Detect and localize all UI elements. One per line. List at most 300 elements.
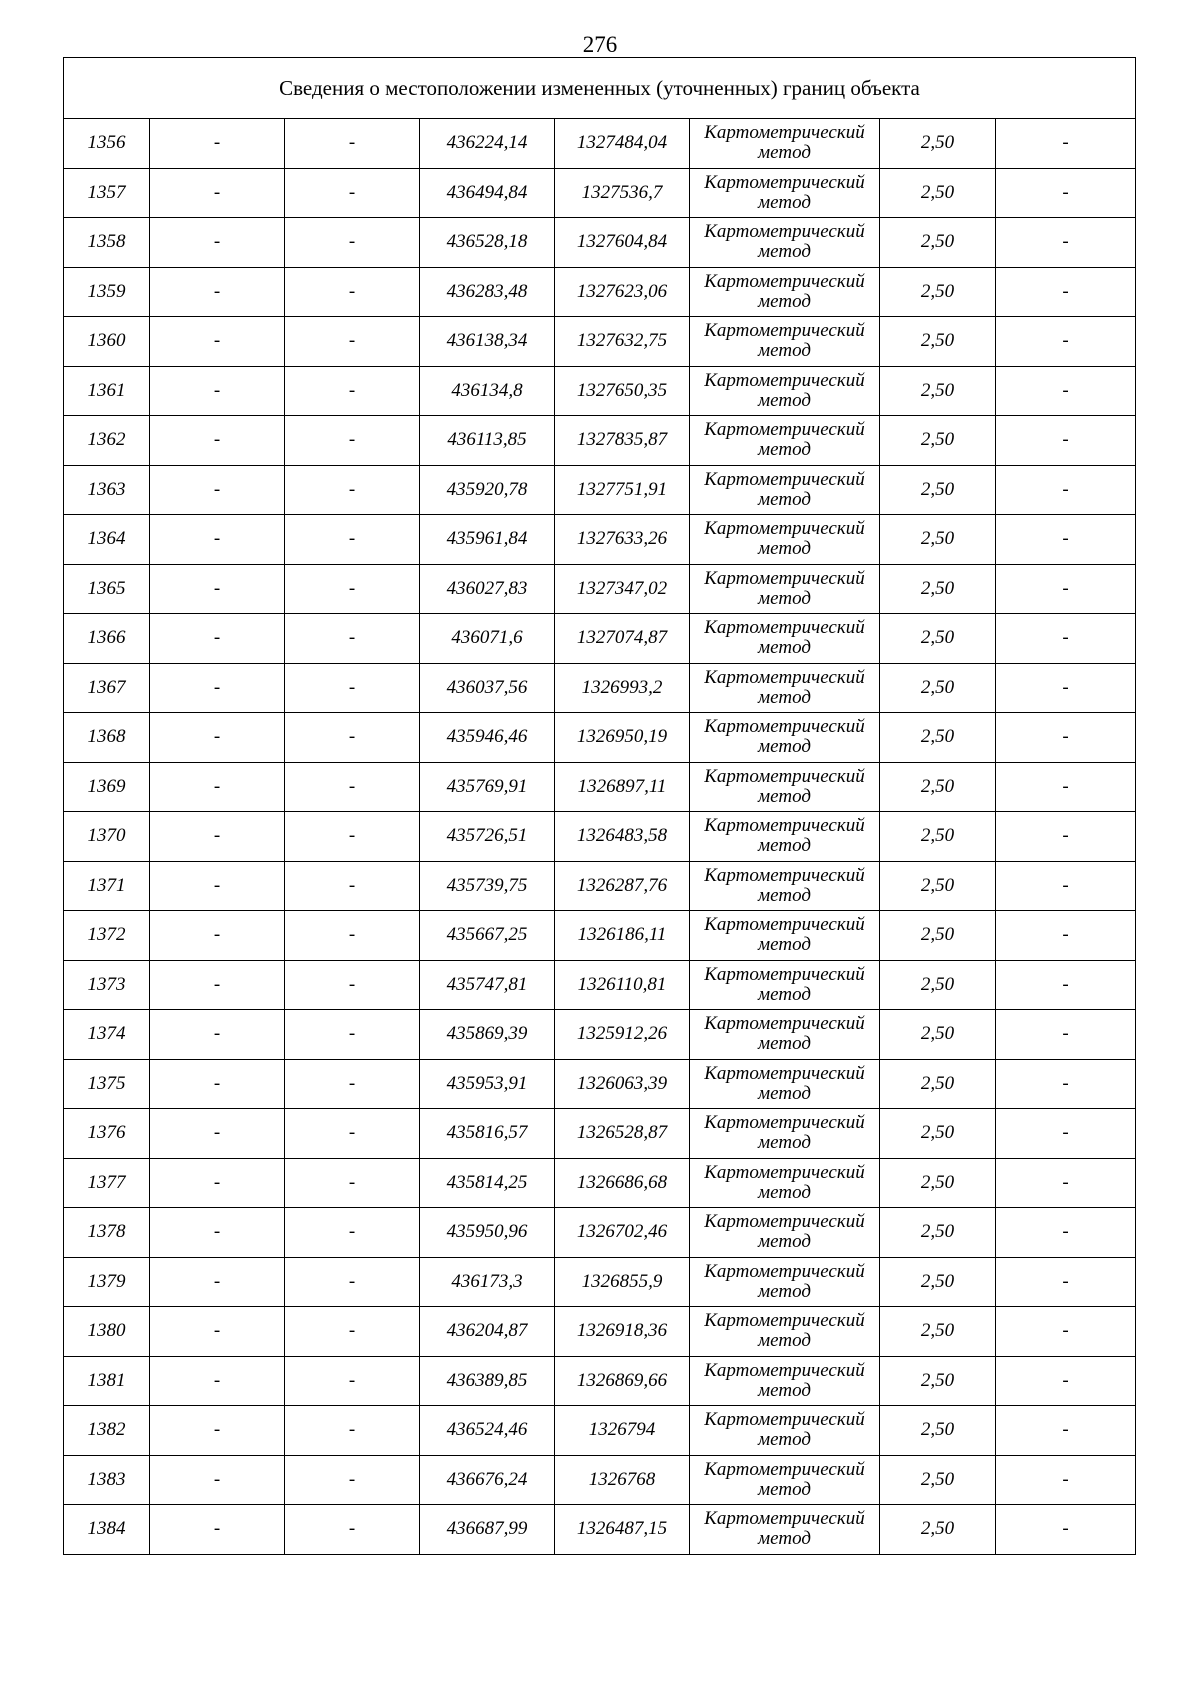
existing-y-cell: - [285,1158,420,1208]
existing-y-cell: - [285,812,420,862]
method-line-1: Картометрический [704,617,865,639]
method-line-2: метод [758,934,811,956]
existing-x-cell: - [150,663,285,713]
table-row [64,564,1136,614]
point-number-cell: 1364 [64,515,150,565]
description-cell: - [996,218,1136,268]
method-cell [690,713,880,763]
description-cell: - [996,663,1136,713]
method-cell [690,218,880,268]
y-coordinate-cell: 1327633,26 [555,515,690,565]
description-cell: - [996,416,1136,466]
x-coordinate-cell: 436071,6 [420,614,555,664]
existing-x-cell: - [150,119,285,169]
existing-y-cell: - [285,119,420,169]
description-cell: - [996,1158,1136,1208]
table-row [64,960,1136,1010]
accuracy-cell: 2,50 [880,663,996,713]
table-row [64,1010,1136,1060]
method-line-1: Картометрический [704,1409,865,1431]
table-row [64,267,1136,317]
table-row [64,713,1136,763]
existing-y-cell: - [285,317,420,367]
point-number-cell: 1376 [64,1109,150,1159]
x-coordinate-cell: 436204,87 [420,1307,555,1357]
method-cell [690,564,880,614]
existing-x-cell: - [150,1505,285,1555]
existing-y-cell: - [285,1455,420,1505]
accuracy-cell: 2,50 [880,911,996,961]
existing-y-cell: - [285,366,420,416]
x-coordinate-cell: 435869,39 [420,1010,555,1060]
existing-y-cell: - [285,911,420,961]
accuracy-cell: 2,50 [880,1455,996,1505]
method-line-2: метод [758,241,811,263]
point-number-cell: 1363 [64,465,150,515]
point-number-cell: 1378 [64,1208,150,1258]
point-number-cell: 1375 [64,1059,150,1109]
y-coordinate-cell: 1327632,75 [555,317,690,367]
accuracy-cell: 2,50 [880,960,996,1010]
method-line-2: метод [758,1280,811,1302]
existing-y-cell: - [285,861,420,911]
x-coordinate-cell: 436113,85 [420,416,555,466]
existing-y-cell: - [285,218,420,268]
method-line-1: Картометрический [704,864,865,886]
accuracy-cell: 2,50 [880,614,996,664]
method-line-2: метод [758,1528,811,1550]
method-line-1: Картометрический [704,666,865,688]
description-cell: - [996,1208,1136,1258]
method-line-1: Картометрический [704,765,865,787]
point-number-cell: 1367 [64,663,150,713]
method-line-2: метод [758,637,811,659]
table-row [64,1059,1136,1109]
method-line-2: метод [758,538,811,560]
accuracy-cell: 2,50 [880,465,996,515]
method-line-2: метод [758,835,811,857]
y-coordinate-cell: 1326950,19 [555,713,690,763]
description-cell: - [996,515,1136,565]
accuracy-cell: 2,50 [880,366,996,416]
accuracy-cell: 2,50 [880,1158,996,1208]
point-number-cell: 1382 [64,1406,150,1456]
method-line-2: метод [758,587,811,609]
existing-y-cell: - [285,713,420,763]
method-line-1: Картометрический [704,1310,865,1332]
existing-x-cell: - [150,1307,285,1357]
method-cell [690,1059,880,1109]
table-row [64,465,1136,515]
point-number-cell: 1358 [64,218,150,268]
description-cell: - [996,911,1136,961]
x-coordinate-cell: 436676,24 [420,1455,555,1505]
y-coordinate-cell: 1326063,39 [555,1059,690,1109]
description-cell: - [996,1307,1136,1357]
description-cell: - [996,861,1136,911]
existing-y-cell: - [285,762,420,812]
x-coordinate-cell: 436524,46 [420,1406,555,1456]
y-coordinate-cell: 1327347,02 [555,564,690,614]
x-coordinate-cell: 435816,57 [420,1109,555,1159]
existing-y-cell: - [285,267,420,317]
y-coordinate-cell: 1327536,7 [555,168,690,218]
point-number-cell: 1361 [64,366,150,416]
description-cell: - [996,317,1136,367]
description-cell: - [996,1406,1136,1456]
existing-x-cell: - [150,1356,285,1406]
existing-y-cell: - [285,515,420,565]
method-cell [690,1109,880,1159]
table-row [64,1455,1136,1505]
table-row [64,1158,1136,1208]
existing-x-cell: - [150,861,285,911]
x-coordinate-cell: 435667,25 [420,911,555,961]
table-row [64,861,1136,911]
x-coordinate-cell: 436494,84 [420,168,555,218]
y-coordinate-cell: 1327074,87 [555,614,690,664]
method-cell [690,416,880,466]
description-cell: - [996,812,1136,862]
accuracy-cell: 2,50 [880,317,996,367]
y-coordinate-cell: 1326487,15 [555,1505,690,1555]
point-number-cell: 1356 [64,119,150,169]
y-coordinate-cell: 1327835,87 [555,416,690,466]
description-cell: - [996,366,1136,416]
existing-x-cell: - [150,1010,285,1060]
existing-y-cell: - [285,1208,420,1258]
point-number-cell: 1380 [64,1307,150,1357]
existing-x-cell: - [150,168,285,218]
table-row [64,1406,1136,1456]
accuracy-cell: 2,50 [880,1109,996,1159]
existing-x-cell: - [150,218,285,268]
description-cell: - [996,762,1136,812]
description-cell: - [996,465,1136,515]
point-number-cell: 1379 [64,1257,150,1307]
point-number-cell: 1360 [64,317,150,367]
y-coordinate-cell: 1326869,66 [555,1356,690,1406]
method-line-1: Картометрический [704,270,865,292]
method-cell [690,1505,880,1555]
method-line-2: метод [758,389,811,411]
accuracy-cell: 2,50 [880,1059,996,1109]
method-line-1: Картометрический [704,1112,865,1134]
accuracy-cell: 2,50 [880,1356,996,1406]
method-line-1: Картометрический [704,122,865,144]
existing-x-cell: - [150,267,285,317]
existing-y-cell: - [285,564,420,614]
method-line-2: метод [758,983,811,1005]
x-coordinate-cell: 436027,83 [420,564,555,614]
table-row [64,1356,1136,1406]
description-cell: - [996,1059,1136,1109]
existing-x-cell: - [150,812,285,862]
accuracy-cell: 2,50 [880,1208,996,1258]
accuracy-cell: 2,50 [880,861,996,911]
description-cell: - [996,1505,1136,1555]
method-cell [690,663,880,713]
existing-x-cell: - [150,1257,285,1307]
x-coordinate-cell: 435769,91 [420,762,555,812]
x-coordinate-cell: 436283,48 [420,267,555,317]
y-coordinate-cell: 1326993,2 [555,663,690,713]
y-coordinate-cell: 1326768 [555,1455,690,1505]
table-row [64,317,1136,367]
y-coordinate-cell: 1327604,84 [555,218,690,268]
existing-y-cell: - [285,614,420,664]
method-line-1: Картометрический [704,1260,865,1282]
method-line-2: метод [758,1132,811,1154]
method-cell [690,465,880,515]
method-line-1: Картометрический [704,518,865,540]
method-line-2: метод [758,290,811,312]
y-coordinate-cell: 1326686,68 [555,1158,690,1208]
method-line-1: Картометрический [704,419,865,441]
y-coordinate-cell: 1326287,76 [555,861,690,911]
description-cell: - [996,168,1136,218]
y-coordinate-cell: 1326528,87 [555,1109,690,1159]
x-coordinate-cell: 436037,56 [420,663,555,713]
table-row [64,515,1136,565]
existing-y-cell: - [285,1109,420,1159]
point-number-cell: 1373 [64,960,150,1010]
description-cell: - [996,1010,1136,1060]
accuracy-cell: 2,50 [880,1307,996,1357]
x-coordinate-cell: 435726,51 [420,812,555,862]
method-cell [690,515,880,565]
existing-y-cell: - [285,1406,420,1456]
method-cell [690,366,880,416]
method-cell [690,960,880,1010]
existing-y-cell: - [285,1356,420,1406]
x-coordinate-cell: 436224,14 [420,119,555,169]
existing-y-cell: - [285,1307,420,1357]
accuracy-cell: 2,50 [880,762,996,812]
description-cell: - [996,1109,1136,1159]
method-line-2: метод [758,1082,811,1104]
table-row [64,218,1136,268]
existing-x-cell: - [150,564,285,614]
table-row [64,1505,1136,1555]
description-cell: - [996,1356,1136,1406]
existing-x-cell: - [150,713,285,763]
x-coordinate-cell: 436389,85 [420,1356,555,1406]
existing-y-cell: - [285,663,420,713]
method-cell [690,119,880,169]
existing-x-cell: - [150,1455,285,1505]
method-cell [690,267,880,317]
accuracy-cell: 2,50 [880,515,996,565]
method-cell [690,1356,880,1406]
accuracy-cell: 2,50 [880,1257,996,1307]
point-number-cell: 1359 [64,267,150,317]
method-line-1: Картометрический [704,1013,865,1035]
point-number-cell: 1365 [64,564,150,614]
existing-y-cell: - [285,1010,420,1060]
page-number: 276 [582,32,618,57]
method-cell [690,614,880,664]
method-line-2: метод [758,1379,811,1401]
table-row [64,762,1136,812]
method-line-1: Картометрический [704,221,865,243]
existing-x-cell: - [150,614,285,664]
x-coordinate-cell: 436138,34 [420,317,555,367]
table-row [64,366,1136,416]
description-cell: - [996,1455,1136,1505]
accuracy-cell: 2,50 [880,812,996,862]
method-line-2: метод [758,439,811,461]
description-cell: - [996,614,1136,664]
table-row [64,614,1136,664]
y-coordinate-cell: 1327650,35 [555,366,690,416]
existing-x-cell: - [150,762,285,812]
table-row [64,416,1136,466]
method-line-2: метод [758,686,811,708]
accuracy-cell: 2,50 [880,1505,996,1555]
existing-x-cell: - [150,911,285,961]
method-line-2: метод [758,142,811,164]
x-coordinate-cell: 435950,96 [420,1208,555,1258]
method-line-1: Картометрический [704,369,865,391]
method-line-1: Картометрический [704,1161,865,1183]
point-number-cell: 1362 [64,416,150,466]
method-line-2: метод [758,785,811,807]
accuracy-cell: 2,50 [880,713,996,763]
boundary-coordinates-table [63,57,1136,1555]
method-line-1: Картометрический [704,963,865,985]
method-cell [690,1455,880,1505]
y-coordinate-cell: 1326483,58 [555,812,690,862]
method-line-2: метод [758,191,811,213]
x-coordinate-cell: 436134,8 [420,366,555,416]
method-cell [690,1257,880,1307]
point-number-cell: 1370 [64,812,150,862]
method-cell [690,168,880,218]
description-cell: - [996,1257,1136,1307]
table-row [64,812,1136,862]
table-row [64,1307,1136,1357]
description-cell: - [996,119,1136,169]
existing-y-cell: - [285,416,420,466]
method-line-1: Картометрический [704,320,865,342]
method-cell [690,1406,880,1456]
method-cell [690,911,880,961]
table-row [64,663,1136,713]
table-row [64,119,1136,169]
y-coordinate-cell: 1326702,46 [555,1208,690,1258]
point-number-cell: 1383 [64,1455,150,1505]
method-cell [690,812,880,862]
x-coordinate-cell: 435814,25 [420,1158,555,1208]
point-number-cell: 1371 [64,861,150,911]
accuracy-cell: 2,50 [880,218,996,268]
existing-x-cell: - [150,416,285,466]
existing-x-cell: - [150,317,285,367]
table-row [64,168,1136,218]
x-coordinate-cell: 436687,99 [420,1505,555,1555]
description-cell: - [996,267,1136,317]
y-coordinate-cell: 1326918,36 [555,1307,690,1357]
method-line-2: метод [758,1330,811,1352]
accuracy-cell: 2,50 [880,416,996,466]
method-line-2: метод [758,488,811,510]
method-line-2: метод [758,1231,811,1253]
accuracy-cell: 2,50 [880,1406,996,1456]
method-line-1: Картометрический [704,815,865,837]
table-row [64,911,1136,961]
accuracy-cell: 2,50 [880,119,996,169]
method-cell [690,861,880,911]
x-coordinate-cell: 435953,91 [420,1059,555,1109]
existing-x-cell: - [150,1406,285,1456]
y-coordinate-cell: 1326110,81 [555,960,690,1010]
y-coordinate-cell: 1327484,04 [555,119,690,169]
point-number-cell: 1381 [64,1356,150,1406]
y-coordinate-cell: 1325912,26 [555,1010,690,1060]
method-line-1: Картометрический [704,1508,865,1530]
point-number-cell: 1369 [64,762,150,812]
existing-x-cell: - [150,1158,285,1208]
point-number-cell: 1368 [64,713,150,763]
accuracy-cell: 2,50 [880,1010,996,1060]
point-number-cell: 1374 [64,1010,150,1060]
method-line-1: Картометрический [704,716,865,738]
x-coordinate-cell: 435946,46 [420,713,555,763]
accuracy-cell: 2,50 [880,564,996,614]
x-coordinate-cell: 435747,81 [420,960,555,1010]
existing-y-cell: - [285,465,420,515]
existing-x-cell: - [150,1059,285,1109]
existing-y-cell: - [285,1257,420,1307]
method-line-1: Картометрический [704,1458,865,1480]
existing-y-cell: - [285,1505,420,1555]
existing-y-cell: - [285,168,420,218]
method-line-2: метод [758,340,811,362]
method-cell [690,1208,880,1258]
method-line-1: Картометрический [704,468,865,490]
x-coordinate-cell: 435961,84 [420,515,555,565]
table-title: Сведения о местоположении измененных (уточненных) границ объекта [64,58,1136,119]
method-line-2: метод [758,1033,811,1055]
accuracy-cell: 2,50 [880,267,996,317]
y-coordinate-cell: 1326855,9 [555,1257,690,1307]
method-line-2: метод [758,884,811,906]
point-number-cell: 1366 [64,614,150,664]
point-number-cell: 1357 [64,168,150,218]
x-coordinate-cell: 436528,18 [420,218,555,268]
method-line-1: Картометрический [704,1062,865,1084]
y-coordinate-cell: 1326897,11 [555,762,690,812]
point-number-cell: 1384 [64,1505,150,1555]
existing-x-cell: - [150,1208,285,1258]
method-cell [690,317,880,367]
description-cell: - [996,564,1136,614]
x-coordinate-cell: 435920,78 [420,465,555,515]
method-line-1: Картометрический [704,1211,865,1233]
existing-x-cell: - [150,960,285,1010]
existing-y-cell: - [285,960,420,1010]
method-line-1: Картометрический [704,1359,865,1381]
existing-x-cell: - [150,366,285,416]
method-line-2: метод [758,1181,811,1203]
method-line-2: метод [758,736,811,758]
table-row [64,1109,1136,1159]
method-cell [690,1307,880,1357]
method-cell [690,1010,880,1060]
table-row [64,1257,1136,1307]
method-cell [690,762,880,812]
